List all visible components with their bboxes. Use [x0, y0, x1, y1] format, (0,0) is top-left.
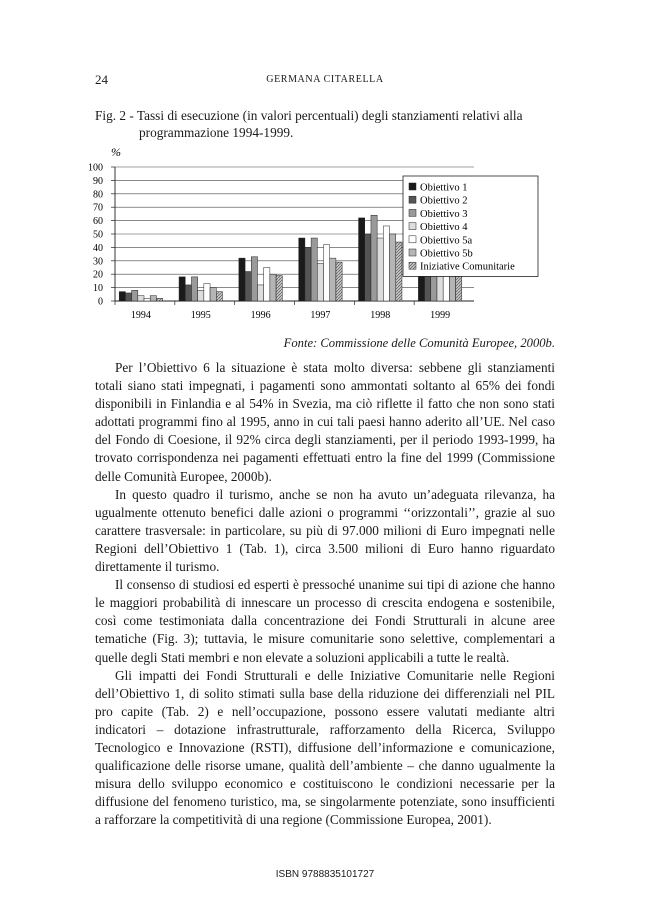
legend-entry: Obiettivo 3	[420, 208, 468, 220]
paragraph-1: Per l’Obiettivo 6 la situazione è stata molto diversa: sebbene gli stanziamenti totali siano stati impegnati, i pagamenti sono ammontati soltanto al 65% dei fondi disponibili in Finlandia e al 54% in Svezia, ma ciò riflette il fatto che non sono stati adottati programmi fino al 1995, anno in cui tali paesi hanno aderito all’UE. Nel caso del Fondo di Coesione, il 92% circa degli stanziamenti, per il periodo 1993-1999, ha trovato corrispondenza nei pagamenti effettuati entro la fine del 1999 (Commissione delle Comunità Europee, 2000b).	[95, 360, 555, 484]
running-head: GERMANA CITARELLA	[266, 74, 384, 85]
bar-obiettivo-2-1996	[245, 272, 251, 301]
figure-source: Fonte: Commissione delle Comunità Europee, 2000b.	[283, 336, 555, 350]
legend-entry: Iniziative Comunitarie	[420, 261, 515, 273]
chart-legend	[403, 176, 538, 276]
y-tick-label: 100	[88, 162, 103, 174]
bar-obiettivo-2-1998	[365, 234, 371, 301]
bar-obiettivo-3-1998	[371, 215, 377, 301]
legend-swatch	[409, 223, 416, 230]
bar-obiettivo-5b-1994	[150, 296, 156, 301]
bar-iniziative-comunitarie-1998	[396, 242, 402, 301]
legend-entry: Obiettivo 5a	[420, 235, 473, 247]
y-axis-label: %	[111, 145, 121, 159]
y-tick-label: 20	[93, 269, 103, 281]
bar-obiettivo-5a-1998	[383, 226, 389, 301]
x-tick-label: 1999	[430, 310, 451, 321]
bar-iniziative-comunitarie-1995	[216, 292, 222, 301]
x-tick-label: 1997	[310, 310, 331, 321]
bar-obiettivo-5a-1996	[264, 268, 270, 302]
x-tick-label: 1996	[250, 310, 271, 321]
x-tick-labels	[131, 310, 450, 321]
bar-obiettivo-3-1995	[191, 277, 197, 301]
bar-iniziative-comunitarie-1997	[336, 262, 342, 301]
legend-swatch	[409, 249, 416, 256]
y-tick-label: 0	[98, 296, 103, 308]
y-tick-label: 50	[93, 229, 103, 241]
y-tick-label: 70	[93, 202, 103, 214]
legend-swatch	[409, 209, 416, 216]
bar-obiettivo-4-1998	[377, 238, 383, 301]
legend-swatch	[409, 183, 416, 190]
figure-caption-line-2: programmazione 1994-1999.	[139, 125, 294, 140]
page-number: 24	[95, 72, 108, 87]
y-tick-label: 60	[93, 216, 103, 228]
paragraph-3: Il consenso di studiosi ed esperti è pressoché unanime sui tipi di azione che hanno le maggiori probabilità di innescare un processo di crescita endogena e sostenibile, così come testimoniata dalla concentrazione dei Fondi Strutturali in alcune aree tematiche (Fig. 3); tuttavia, le misure comunitarie sono selettive, complementari a quelle degli Stati membri e non elevate a soluzioni applicabili a tutte le realtà.	[95, 577, 555, 665]
legend-entry: Obiettivo 2	[420, 195, 468, 207]
bar-obiettivo-5b-1995	[210, 288, 216, 301]
isbn-footer: ISBN 9788835101727	[275, 869, 375, 880]
bar-obiettivo-2-1994	[125, 293, 131, 301]
bar-obiettivo-1-1998	[359, 218, 365, 301]
y-tick-label: 90	[93, 175, 103, 187]
bar-obiettivo-2-1997	[305, 247, 311, 301]
bar-obiettivo-3-1994	[132, 290, 138, 301]
y-tick-label: 40	[93, 242, 103, 254]
bar-obiettivo-5b-1997	[330, 258, 336, 301]
x-tick-label: 1998	[370, 310, 391, 321]
bar-obiettivo-1-1997	[299, 238, 305, 301]
x-tick-label: 1995	[190, 310, 211, 321]
bar-iniziative-comunitarie-1996	[276, 276, 282, 301]
bar-obiettivo-4-1996	[257, 285, 263, 301]
bar-obiettivo-4-1995	[198, 290, 204, 301]
bar-obiettivo-1-1994	[119, 292, 125, 301]
paragraph-2: In questo quadro il turismo, anche se non ha avuto un’adeguata rilevanza, ha ugualmente ottenuto benefici dalle azioni o programmi ‘‘orizzontali’’, grazie al suo carattere trasversale: in particolare, su più di 97.000 milioni di Euro impegnati nelle Regioni dell’Obiettivo 1 (Tab. 1), circa 3.500 milioni di Euro hanno riguardato direttamente il turismo.	[95, 486, 555, 575]
body-text	[95, 359, 555, 829]
x-tick-label: 1994	[130, 310, 151, 321]
legend-entry: Obiettivo 1	[420, 182, 468, 194]
bar-obiettivo-3-1997	[311, 238, 317, 301]
bar-obiettivo-1-1995	[179, 277, 185, 301]
bar-obiettivo-5a-1997	[324, 245, 330, 301]
bar-obiettivo-1-1996	[239, 258, 245, 301]
y-tick-labels	[88, 163, 103, 308]
bar-obiettivo-4-1994	[138, 296, 144, 301]
y-tick-label: 30	[93, 256, 103, 268]
bar-obiettivo-5b-1998	[390, 234, 396, 301]
bar-obiettivo-5a-1995	[204, 284, 210, 301]
legend-entry: Obiettivo 5b	[420, 248, 473, 260]
bar-obiettivo-5a-1994	[144, 298, 150, 301]
bar-chart	[80, 140, 550, 330]
bar-obiettivo-3-1996	[251, 257, 257, 301]
bar-obiettivo-5b-1996	[270, 274, 276, 301]
legend-swatch	[409, 196, 416, 203]
y-tick-label: 80	[93, 189, 103, 201]
bar-obiettivo-4-1997	[317, 263, 323, 301]
figure-caption-line-1: Fig. 2 - Tassi di esecuzione (in valori percentuali) degli stanziamenti relativi alla	[95, 108, 523, 123]
y-tick-label: 10	[93, 283, 103, 295]
figure-caption	[95, 107, 555, 141]
legend-entry: Obiettivo 4	[420, 222, 468, 234]
legend-swatch	[409, 236, 416, 243]
paragraph-4: Gli impatti dei Fondi Strutturali e delle Iniziative Comunitarie nelle Regioni dell’Obiettivo 1, di solito stimati sulla base della riduzione dei differenziali nel PIL pro capite (Tab. 2) e nell’occupazione, possono essere valutati mediante altri indicatori – dotazione infrastrutturale, rafforzamento della Ricerca, Sviluppo Tecnologico e Innovazione (RSTI), diffusione dell’informazione e comunicazione, qualificazione delle risorse umane, qualità dell’ambiente – che danno ugualmente la misura dello sviluppo economico e costituiscono le condizioni necessarie per la diffusione del fenomeno turistico, ma, se singolarmente potenziate, sono insufficienti a rafforzare la competitività di una regione (Commissione Europea, 2001).	[95, 667, 555, 828]
bar-obiettivo-2-1995	[185, 285, 191, 301]
legend-swatch	[409, 262, 416, 269]
bar-iniziative-comunitarie-1994	[156, 298, 162, 301]
